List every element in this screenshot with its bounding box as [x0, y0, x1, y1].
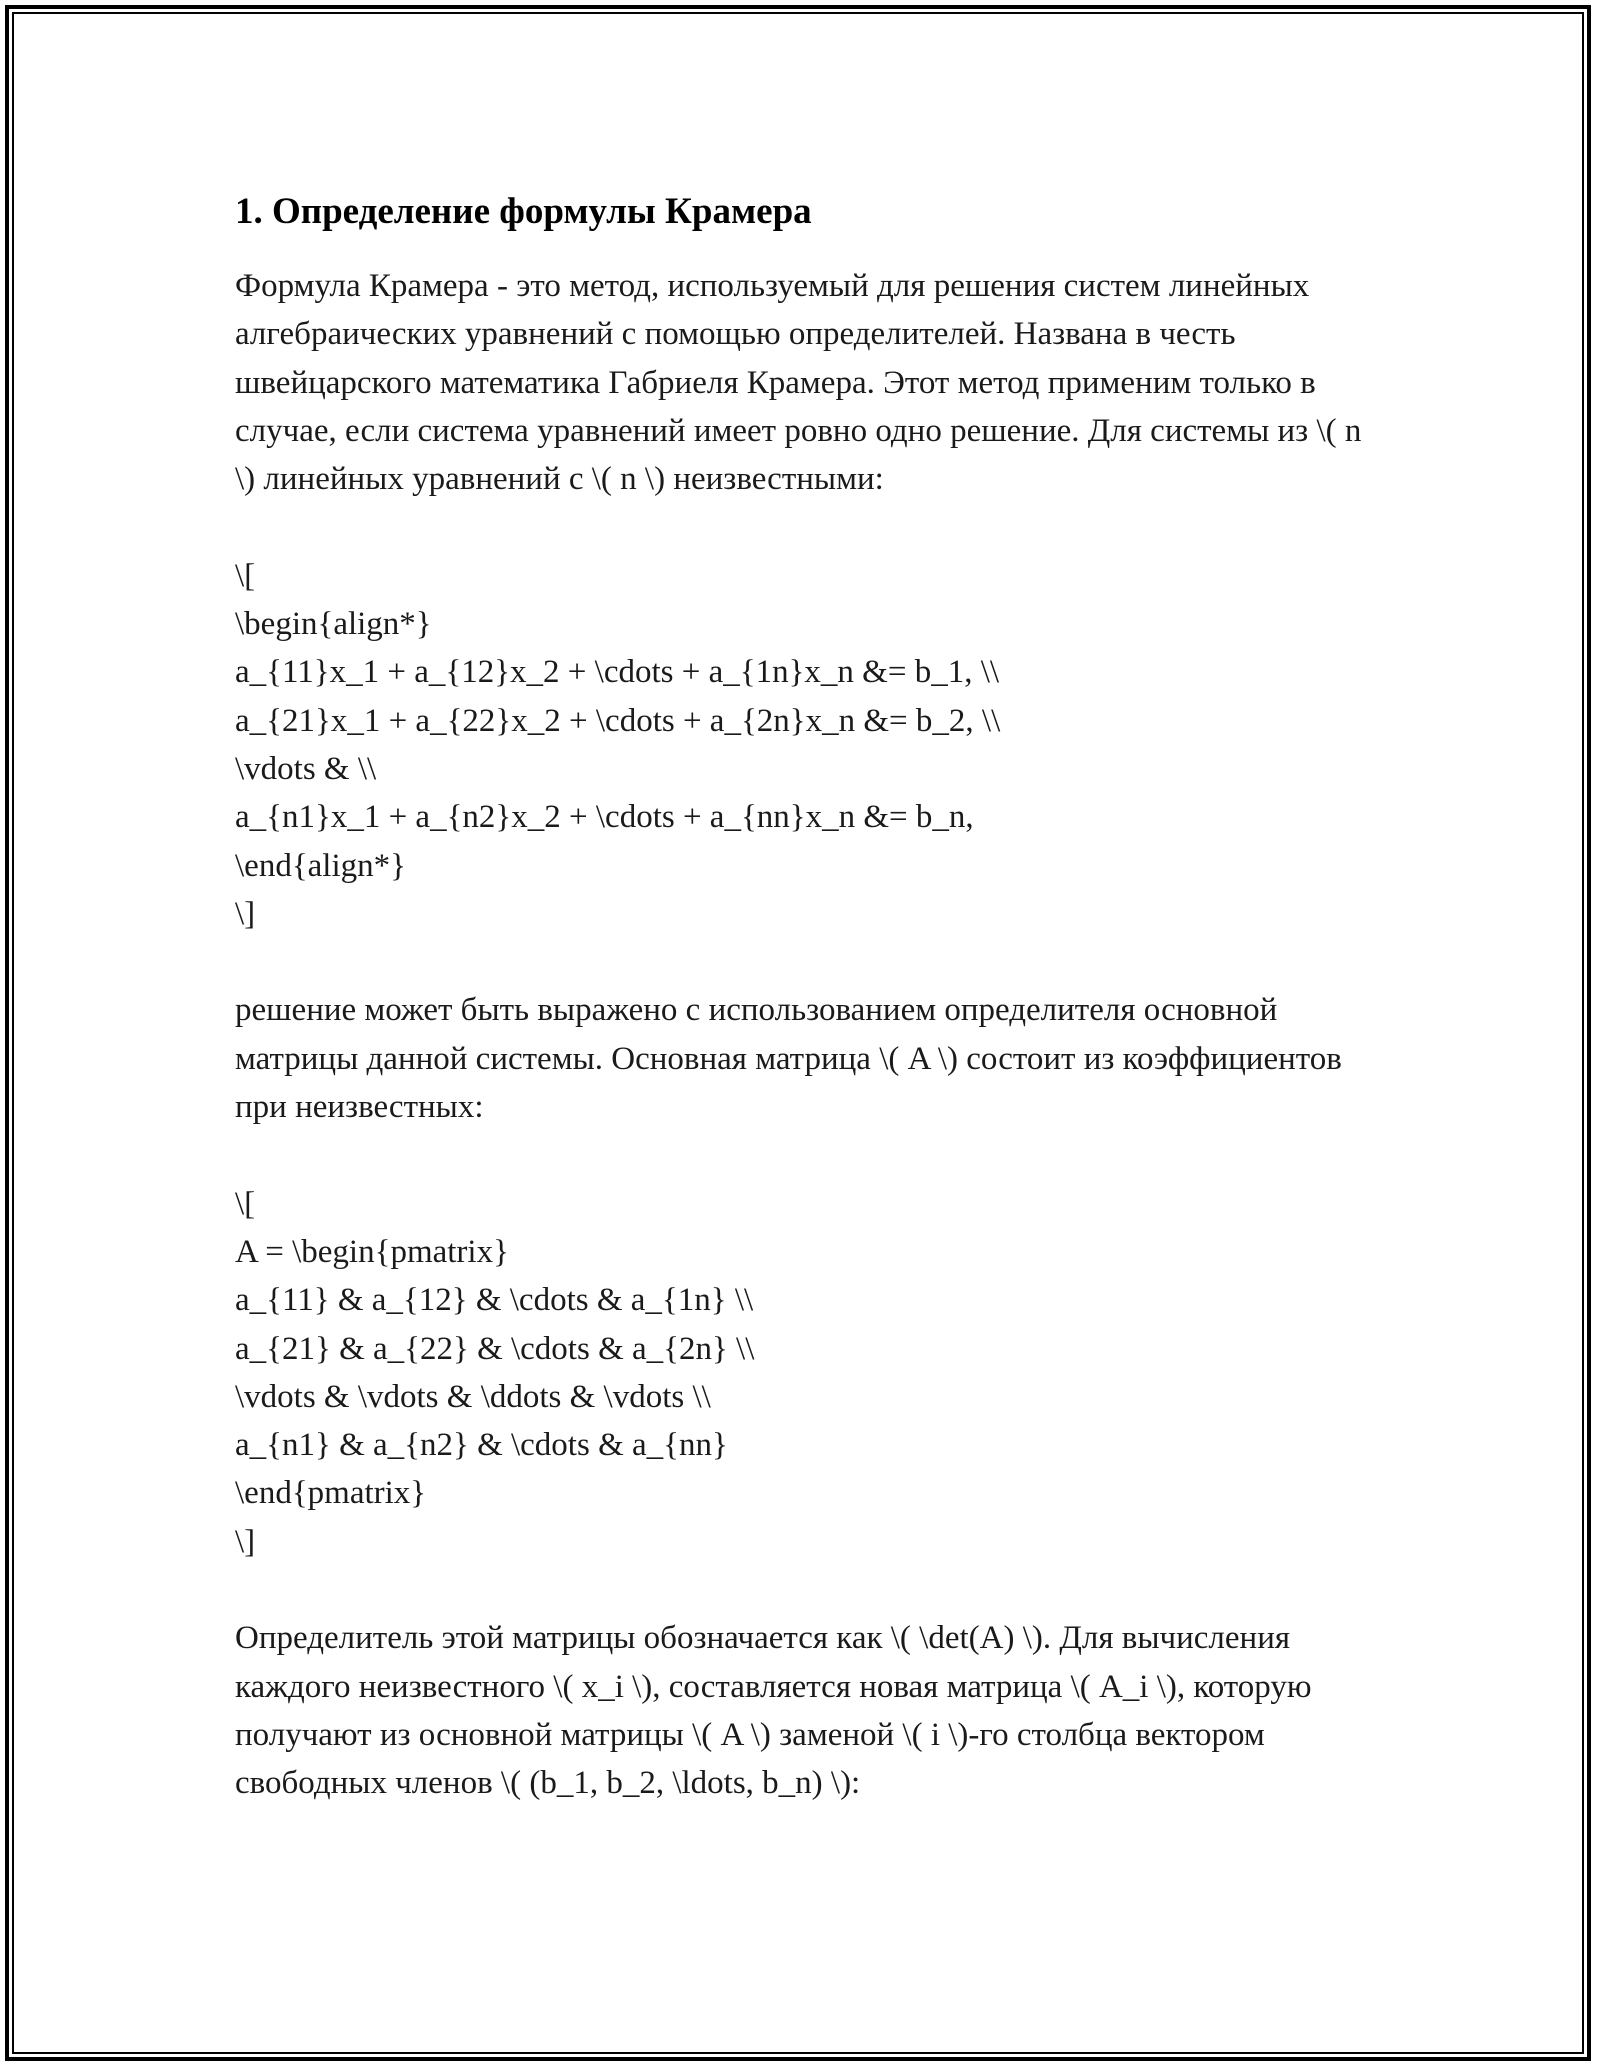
formula-line: \[	[235, 557, 256, 594]
formula-line: a_{21}x_1 + a_{22}x_2 + \cdots + a_{2n}x_n &= b_2, \\	[235, 702, 1001, 739]
formula-line: \end{pmatrix}	[235, 1475, 427, 1512]
formula-line: a_{n1}x_1 + a_{n2}x_2 + \cdots + a_{nn}x_n &= b_n,	[235, 799, 974, 836]
spacer	[235, 1131, 1365, 1179]
section-heading: 1. Определение формулы Крамера	[235, 191, 812, 232]
spacer	[235, 503, 1365, 551]
spacer	[235, 1566, 1365, 1614]
spacer	[235, 938, 1365, 986]
formula-line: \]	[235, 895, 256, 932]
paragraph-intro: Формула Крамера - это метод, используемый для решения систем линейных алгебраических уравнений с помощью определителей. Названа в честь швейцарского математика Габриеля Крамера. Этот метод применим только в случае, если система уравнений имеет ровно одно решение. Для системы из \( n \) линейных уравнений с \( n \) неизвестными:	[235, 268, 1362, 498]
formula-line: \]	[235, 1523, 256, 1560]
paragraph-determinant: Определитель этой матрицы обозначается как \( \det(A) \). Для вычисления каждого неизвестного \( x_i \), составляется новая матрица \( A_i \), которую получают из основной матрицы \( A \) заменой \( i \)-го столбца вектором свободных членов \( (b_1, b_2, \ldots, b_n) \):	[235, 1620, 1312, 1802]
formula-line: \end{align*}	[235, 847, 406, 884]
formula-line: a_{11}x_1 + a_{12}x_2 + \cdots + a_{1n}x_n &= b_1, \\	[235, 654, 1000, 691]
formula-matrix	[235, 1180, 1365, 1566]
formula-line: a_{21} & a_{22} & \cdots & a_{2n} \\	[235, 1330, 755, 1367]
formula-line: a_{n1} & a_{n2} & \cdots & a_{nn}	[235, 1427, 728, 1464]
formula-line: \begin{align*}	[235, 606, 432, 643]
formula-line: a_{11} & a_{12} & \cdots & a_{1n} \\	[235, 1282, 754, 1319]
paragraph-matrix-intro: решение может быть выражено с использованием определителя основной матрицы данной системы. Основная матрица \( A \) состоит из коэффициентов при неизвестных:	[235, 992, 1342, 1126]
formula-line: A = \begin{pmatrix}	[235, 1233, 509, 1270]
formula-line: \vdots & \\	[235, 750, 377, 787]
formula-line: \[	[235, 1185, 256, 1222]
formula-equation-system	[235, 552, 1365, 938]
formula-line: \vdots & \vdots & \ddots & \vdots \\	[235, 1378, 711, 1415]
document-body	[235, 188, 1365, 1808]
